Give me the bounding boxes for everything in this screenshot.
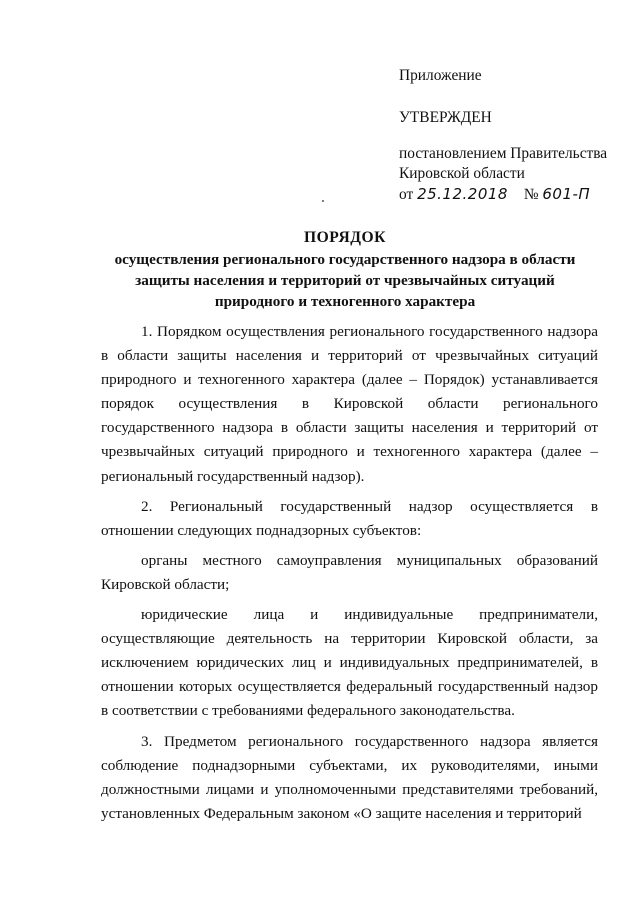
- scan-speck: [322, 200, 324, 202]
- approval-stamp-block: [399, 66, 629, 205]
- title-heading: ПОРЯДОК: [304, 229, 386, 246]
- approved-by-line-2: Кировской области: [399, 165, 525, 182]
- paragraph-2: 2. Региональный государственный надзор осуществляется в отношении следующих поднадзорных субъектов:: [101, 497, 598, 539]
- handwritten-number: 601-П: [542, 185, 591, 203]
- decree-date-number: [399, 184, 629, 205]
- approved-label: УТВЕРЖДЕН: [399, 109, 492, 126]
- paragraph-4: юридические лица и индивидуальные предприниматели, осуществляющие деятельность на территории Кировской области, за исключением юридических лиц и индивидуальных предпринимателей, в отношении которых осуществляется федеральный государственный надзор в соответствии с требованиями федерального законодательства.: [101, 606, 598, 720]
- approved-by-line-1: постановлением Правительства: [399, 145, 608, 162]
- appendix-label: Приложение: [399, 67, 482, 84]
- handwritten-date: 25.12.2018: [417, 185, 508, 203]
- paragraph-5: 3. Предметом регионального государственного надзора является соблюдение поднадзорными субъектами, их руководителями, иными должностными лицами и уполномоченными представителями требований, установленных Федеральным законом «О защите населения и территорий: [101, 732, 598, 822]
- document-title: [95, 228, 595, 312]
- paragraph-1: 1. Порядком осуществления регионального государственного надзора в области защиты населения и территорий от чрезвычайных ситуаций природного и техногенного характера (далее – Порядок) устанавливается порядок осуществления в Кировской области регионального государственного надзора в области защиты населения и территорий от чрезвычайных ситуаций природного и техногенного характера (далее – региональный государственный надзор).: [101, 323, 598, 485]
- title-subtitle: осуществления регионального государственного надзора в области защиты населения и территорий от чрезвычайных ситуаций природного и техногенного характера: [114, 251, 576, 310]
- paragraph-3: органы местного самоуправления муниципальных образований Кировской области;: [101, 551, 598, 593]
- number-sign: №: [523, 186, 539, 203]
- date-prefix: от: [399, 186, 414, 203]
- document-body: [101, 320, 598, 826]
